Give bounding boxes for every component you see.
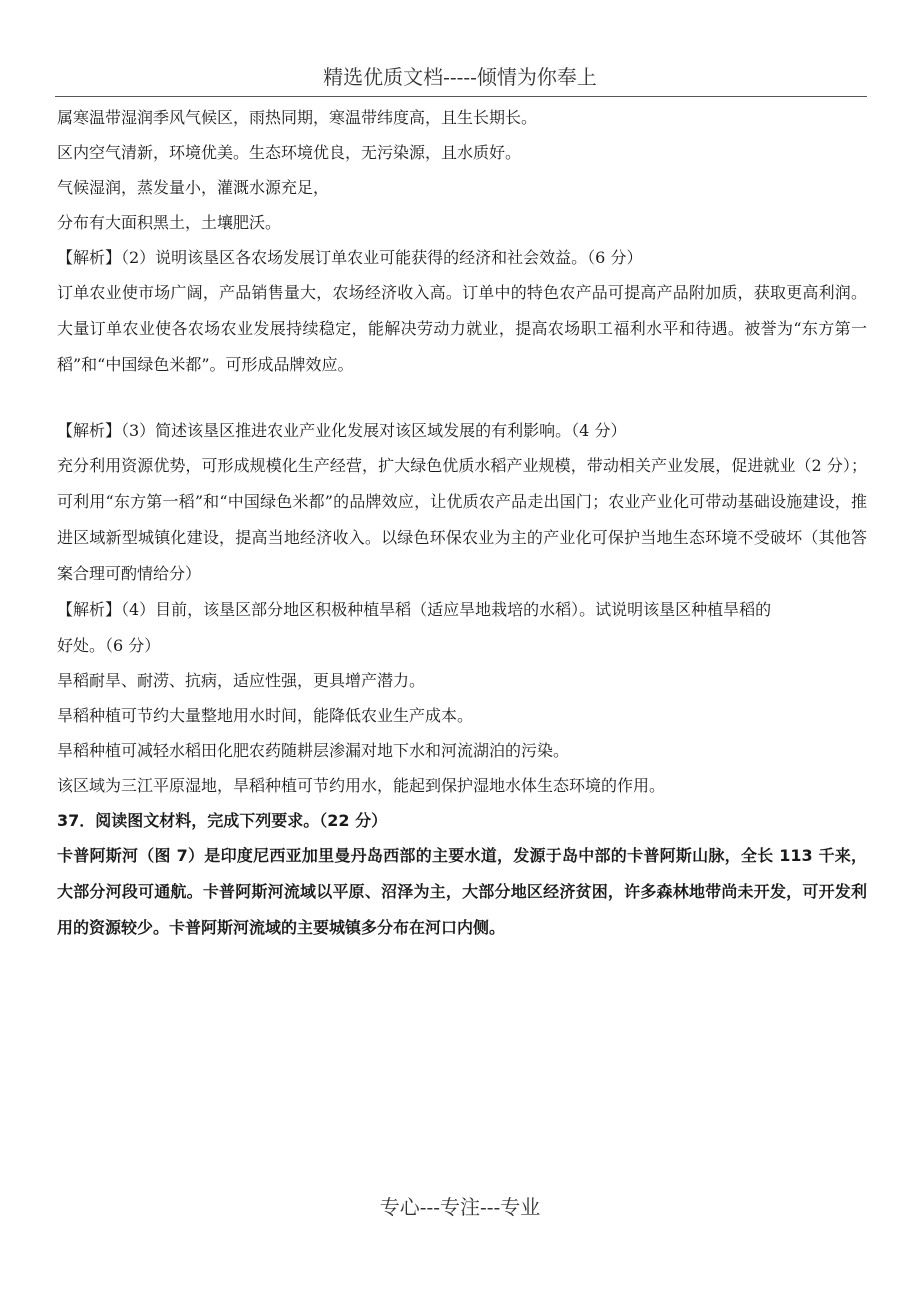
q2-title: 【解析】（2）说明该垦区各农场发展订单农业可能获得的经济和社会效益。（6 分） bbox=[57, 248, 643, 267]
q4-title: 【解析】（4）目前，该垦区部分地区积极种植旱稻（适应旱地栽培的水稻）。试说明该垦区种植旱稻的 bbox=[57, 600, 772, 619]
q4-answer-item: 旱稻耐旱、耐涝、抗病，适应性强，更具增产潜力。 bbox=[57, 671, 426, 690]
text-line: 分布有大面积黑土，土壤肥沃。 bbox=[57, 213, 282, 232]
text-line: 属寒温带湿润季风气候区，雨热同期，寒温带纬度高，且生长期长。 bbox=[57, 108, 538, 127]
page-header: 精选优质文档-----倾情为你奉上 bbox=[323, 65, 597, 89]
text-line: 气候湿润，蒸发量小，灌溉水源充足， bbox=[57, 178, 330, 197]
q3-answer: 充分利用资源优势，可形成规模化生产经营，扩大绿色优质水稻产业规模，带动相关产业发展，促进就业（2 分）；可利用“东方第一稻”和“中国绿色米都”的品牌效应，让优质农产品走出国门；农业产业化可带动基础设施建设，推进区域新型城镇化建设，提高当地经济收入。以绿色环保农业为主的产业化可保护当地生态环境不受破坏（其他答案合理可酌情给分） bbox=[57, 456, 867, 583]
header-divider bbox=[55, 96, 867, 97]
page-footer: 专心---专注---专业 bbox=[379, 1195, 541, 1219]
q37-title: 37．阅读图文材料，完成下列要求。（22 分） bbox=[57, 811, 388, 830]
text-line: 区内空气清新，环境优美。生态环境优良，无污染源，且水质好。 bbox=[57, 143, 522, 162]
q4-answer-item: 该区域为三江平原湿地，旱稻种植可节约用水，能起到保护湿地水体生态环境的作用。 bbox=[57, 776, 666, 795]
q3-title: 【解析】（3）简述该垦区推进农业产业化发展对该区域发展的有利影响。（4 分） bbox=[57, 421, 627, 440]
q4-title-cont: 好处。（6 分） bbox=[57, 636, 161, 655]
q4-answer-item: 旱稻种植可减轻水稻田化肥农药随耕层渗漏对地下水和河流湖泊的污染。 bbox=[57, 741, 570, 760]
q4-answer-item: 旱稻种植可节约大量整地用水时间，能降低农业生产成本。 bbox=[57, 706, 474, 725]
q37-material: 卡普阿斯河（图 7）是印度尼西亚加里曼丹岛西部的主要水道，发源于岛中部的卡普阿斯山脉，全长 113 千来，大部分河段可通航。卡普阿斯河流域以平原、沼泽为主，大部分地区经济贫困，许多森林地带尚未开发，可开发利用的资源较少。卡普阿斯河流域的主要城镇多分布在河口内侧。 bbox=[57, 846, 867, 937]
q2-answer: 订单农业使市场广阔，产品销售量大，农场经济收入高。订单中的特色农产品可提高产品附加质，获取更高利润。大量订单农业使各农场农业发展持续稳定，能解决劳动力就业，提高农场职工福利水平和待遇。被誉为“东方第一稻”和“中国绿色米都”。可形成品牌效应。 bbox=[57, 283, 867, 374]
spacer bbox=[57, 383, 867, 413]
document-body bbox=[57, 100, 867, 946]
